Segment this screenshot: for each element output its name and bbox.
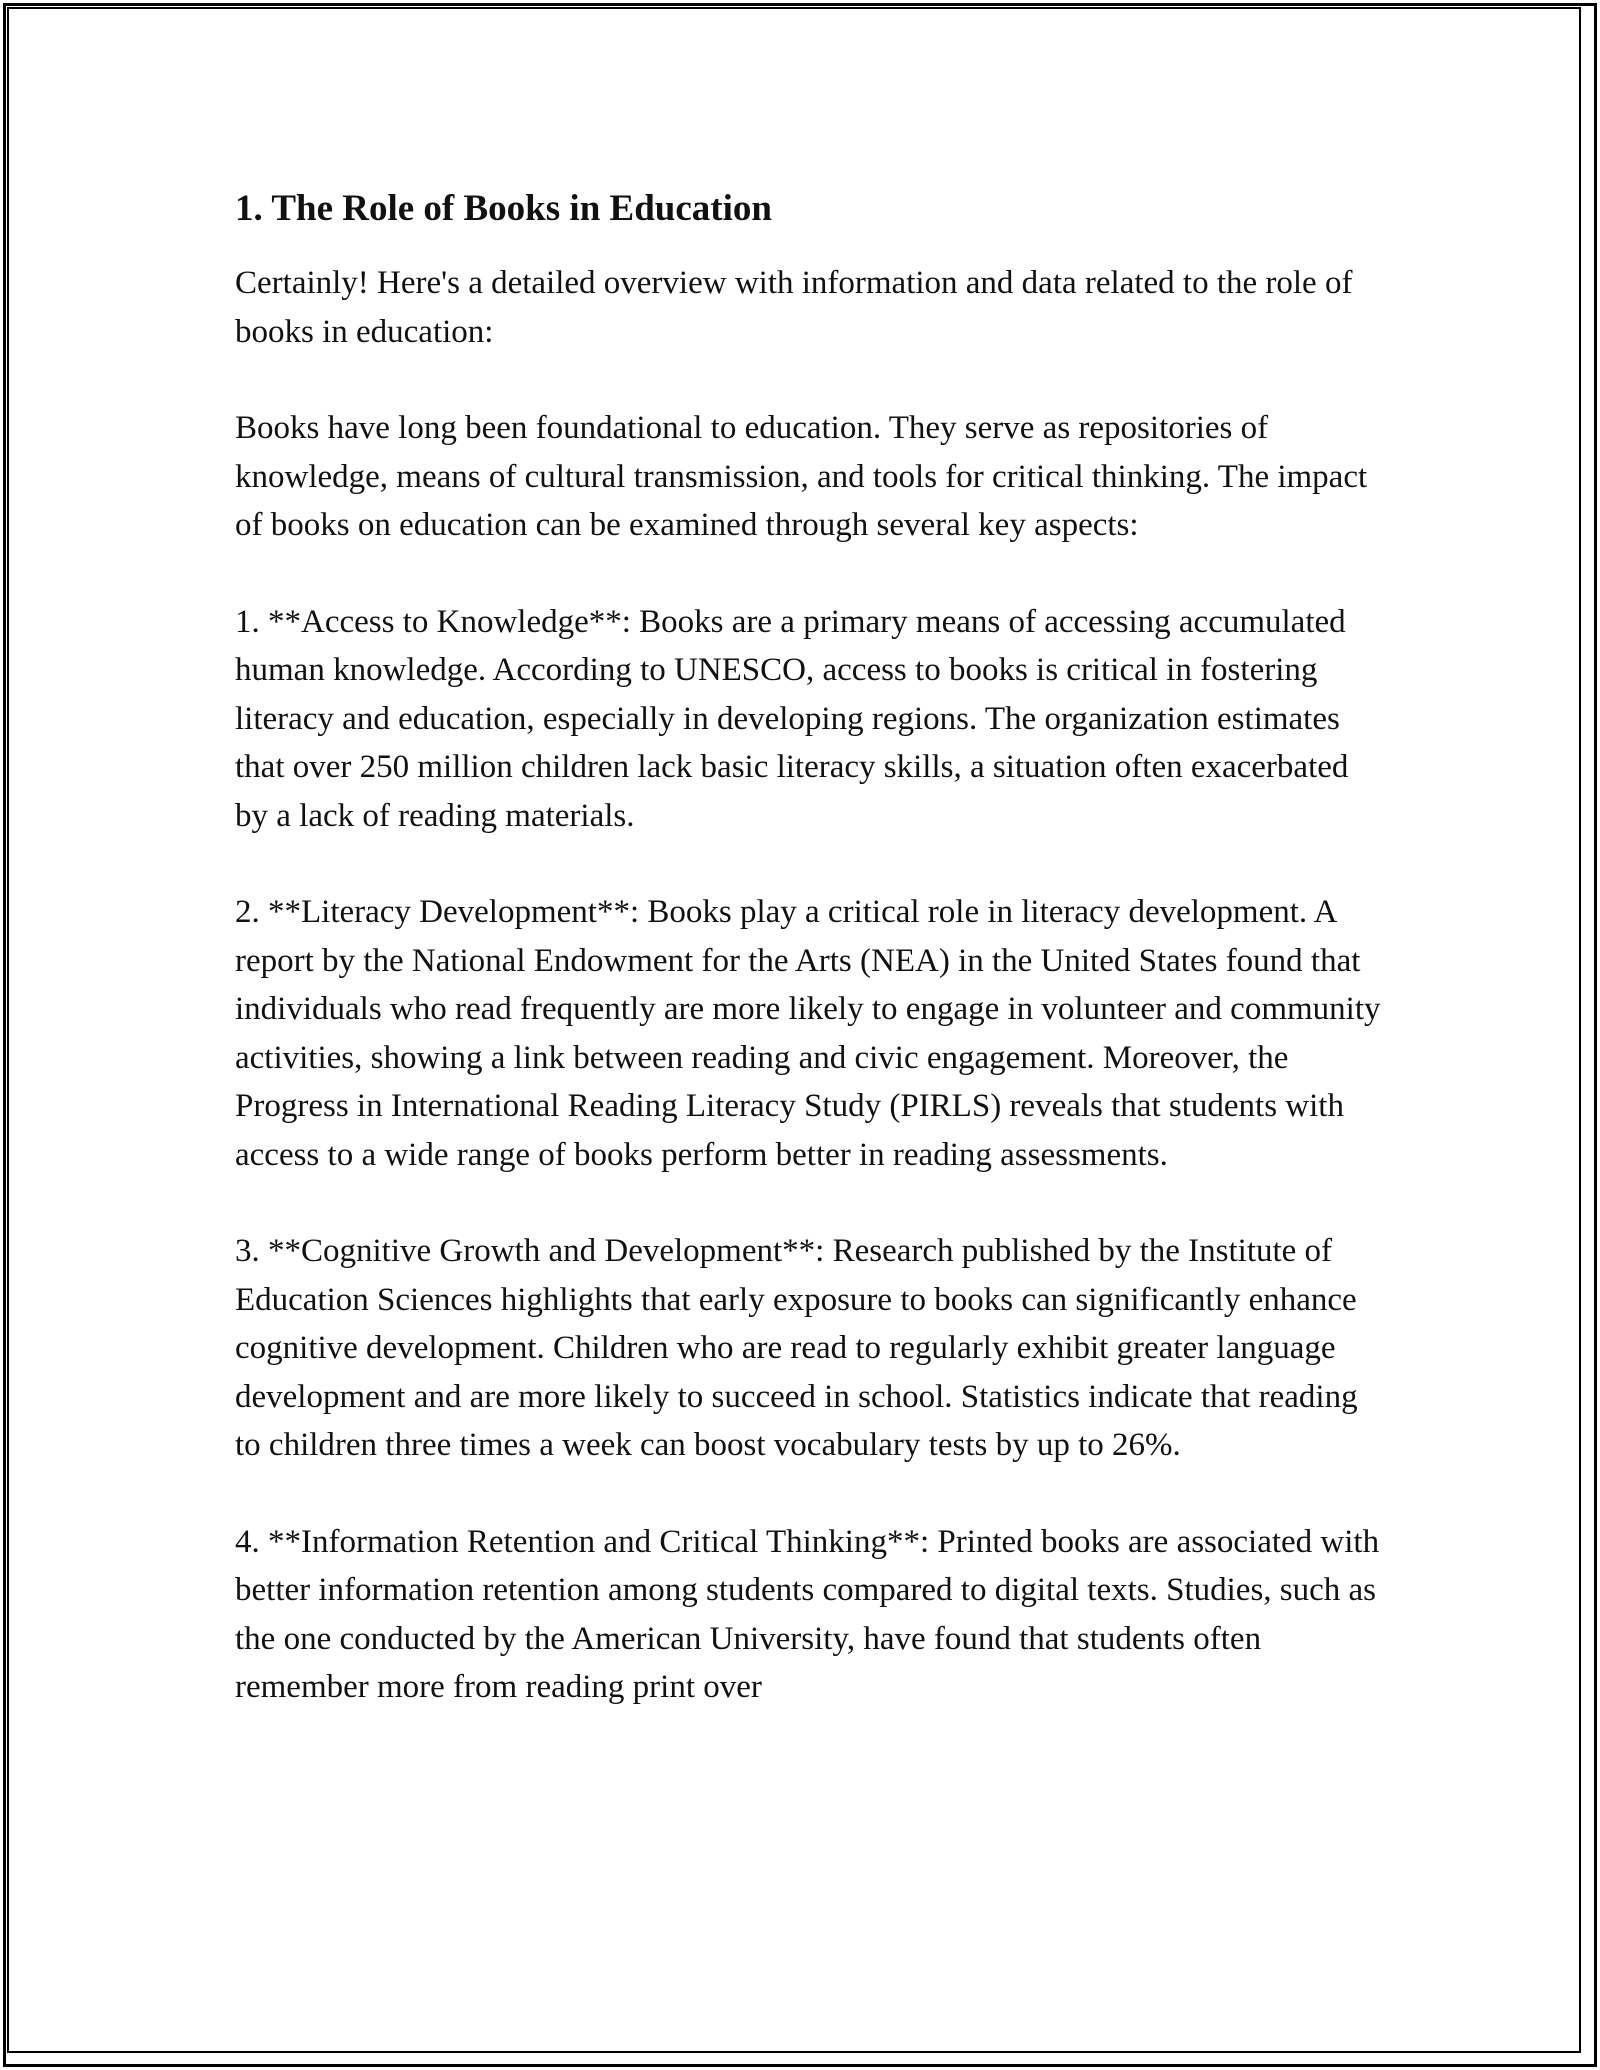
access-to-knowledge-paragraph: 1. **Access to Knowledge**: Books are a primary means of accessing accumulated human knowledge. According to UNESCO, access to books is critical in fostering literacy and education, especially in developing regions. The organization estimates that over 250 million children lack basic literacy skills, a situation often exacerbated by a lack of reading materials. <box>235 603 1349 834</box>
section-heading: 1. The Role of Books in Education <box>235 188 772 229</box>
intro-paragraph: Certainly! Here's a detailed overview with information and data related to the role of books in education: <box>235 265 1353 350</box>
cognitive-growth-paragraph: 3. **Cognitive Growth and Development**: Research published by the Institute of Education Sciences highlights that early exposure to books can significantly enhance cognitive development. Children who are read to regularly exhibit greater language development and are more likely to succeed in school. Statistics indicate that reading to children three times a week can boost vocabulary tests by up to 26%. <box>235 1233 1358 1463</box>
literacy-development-paragraph: 2. **Literacy Development**: Books play a critical role in literacy development. A report by the National Endowment for the Arts (NEA) in the United States found that individuals who read frequently are more likely to engage in volunteer and community activities, showing a link between reading and civic engagement. Moreover, the Progress in International Reading Literacy Study (PIRLS) reveals that students with access to a wide range of books perform better in reading assessments. <box>235 894 1381 1173</box>
information-retention-paragraph: 4. **Information Retention and Critical Thinking**: Printed books are associated with better information retention among students compared to digital texts. Studies, such as the one conducted by the American University, have found that students often remember more from reading print over <box>235 1523 1380 1705</box>
overview-paragraph: Books have long been foundational to education. They serve as repositories of knowledge, means of cultural transmission, and tools for critical thinking. The impact of books on education can be examined through several key aspects: <box>235 410 1368 543</box>
document-body <box>235 185 1385 1712</box>
